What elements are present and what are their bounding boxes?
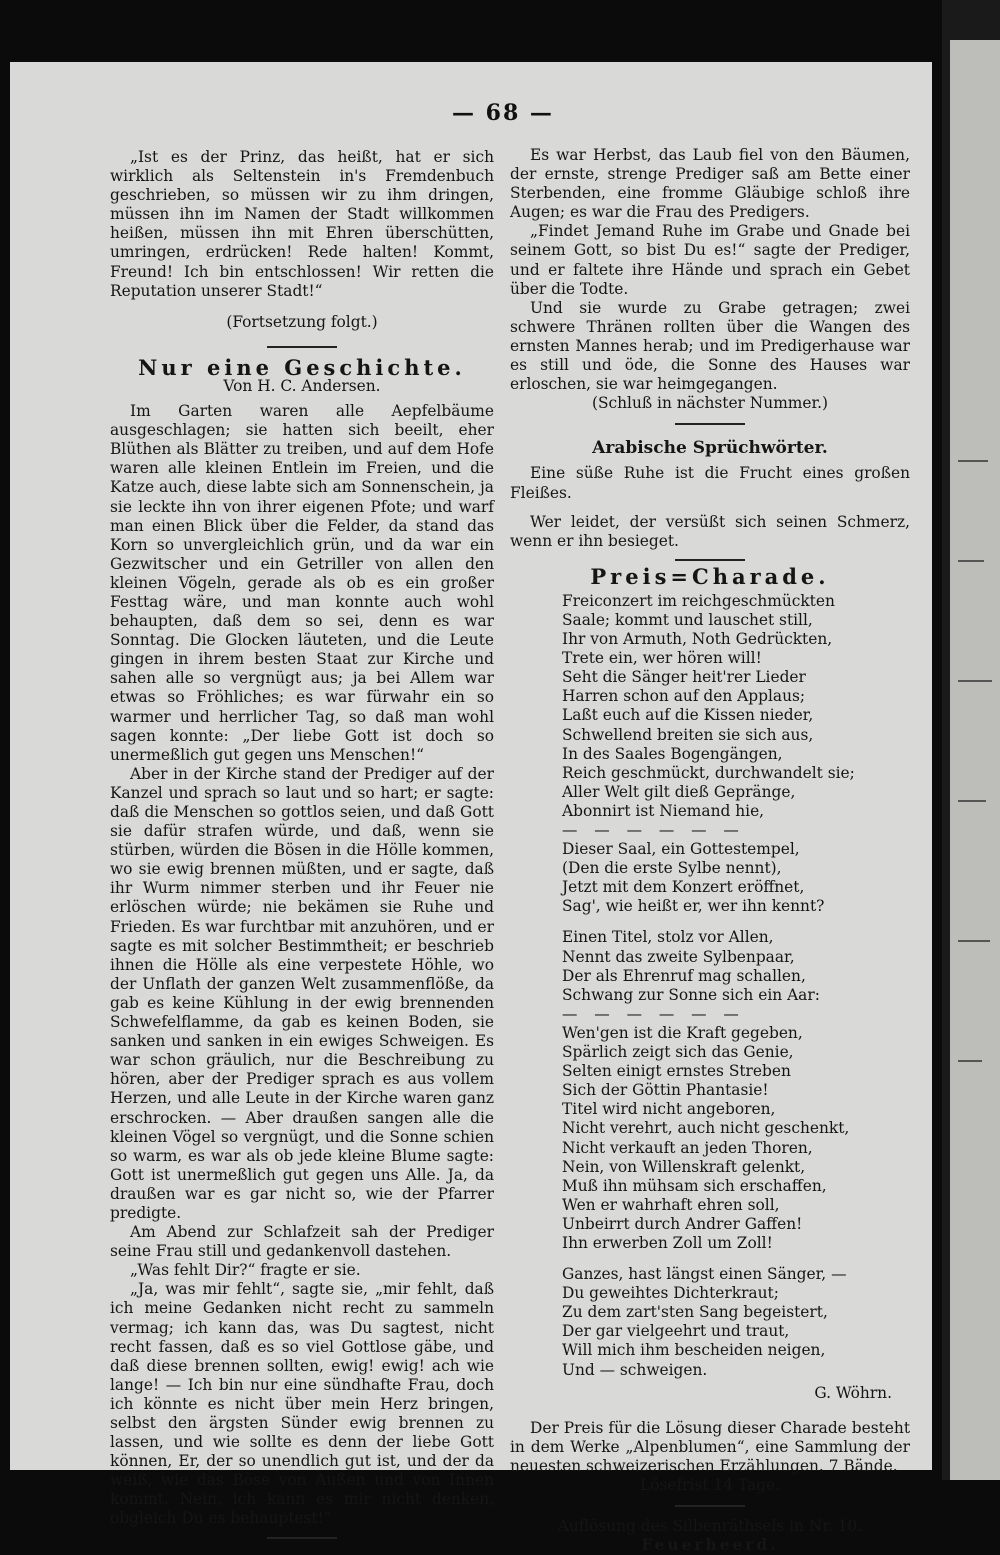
right-column [510, 146, 910, 1555]
verse-line: Du geweihtes Dichterkraut; [562, 1284, 779, 1303]
verse-line: Trete ein, wer hören will! [562, 649, 762, 668]
divider [675, 559, 745, 561]
verse-line: Der gar vielgeehrt und traut, [562, 1322, 790, 1341]
charade-stanza-2 [562, 840, 910, 916]
verse-line: Unbeirrt durch Andrer Gaffen! [562, 1214, 803, 1233]
scan-border-top [0, 0, 1000, 62]
paragraph: „Was fehlt Dir?“ fragte er sie. [130, 1261, 361, 1280]
charade-title: Preis=Charade. [590, 563, 830, 589]
proverb: Wer leidet, der versüßt sich seinen Schmerz, wenn er ihn besieget. [510, 512, 910, 550]
verse-line: Freiconzert im reichgeschmückten [562, 591, 835, 610]
solution-word: Feuerheerd. [641, 1536, 779, 1555]
verse-line: Abonnirt ist Niemand hie, [562, 801, 765, 820]
solution-note: Auflösung des Silbenräthsels in Nr. 10. [557, 1517, 863, 1536]
charade-stanza-3 [562, 928, 910, 1004]
verse-line: Titel wird nicht angeboren, [562, 1100, 776, 1119]
paragraph: Es war Herbst, das Laub fiel von den Bäumen, der ernste, strenge Prediger saß am Bette einer Sterbenden, eine fromme Gläubige schloß ihre Augen; es war die Frau des Predigers. [510, 146, 910, 222]
verse-line: Und — schweigen. [562, 1360, 708, 1379]
verse-line: Sich der Göttin Phantasie! [562, 1081, 769, 1100]
proverb: Eine süße Ruhe ist die Frucht eines großen Fleißes. [510, 464, 910, 502]
verse-line: Seht die Sänger heit'rer Lieder [562, 668, 806, 687]
verse-line: Der als Ehrenruf mag schallen, [562, 966, 806, 985]
verse-line: Selten einigt ernstes Streben [562, 1062, 791, 1081]
verse-line: Laßt euch auf die Kissen nieder, [562, 706, 814, 725]
charade-stanza-1 [562, 592, 910, 821]
verse-line: Schwellend breiten sie sich aus, [562, 725, 814, 744]
divider [675, 423, 745, 425]
verse-line: In des Saales Bogengängen, [562, 744, 783, 763]
verse-line: Nein, von Willenskraft gelenkt, [562, 1157, 806, 1176]
paragraph: Am Abend zur Schlafzeit sah der Prediger seine Frau still und gedankenvoll dastehen. [110, 1223, 494, 1261]
page-number: — 68 — [452, 100, 554, 126]
charade-stanza-5 [562, 1265, 910, 1380]
verse-line: Nennt das zweite Sylbenpaar, [562, 947, 795, 966]
verse-line: Spärlich zeigt sich das Genie, [562, 1043, 794, 1062]
paragraph: „Findet Jemand Ruhe im Grabe und Gnade bei seinem Gott, so bist Du es!“ sagte der Prediger, und er faltete ihre Hände und sprach ein Gebet über die Todte. [510, 222, 910, 298]
divider [267, 346, 337, 348]
verse-line: Harren schon auf den Applaus; [562, 687, 806, 706]
divider [675, 1505, 745, 1507]
adjacent-page-edge [950, 40, 1000, 1480]
dash-line: — — — — — — [562, 1004, 745, 1023]
charade-stanza-4 [562, 1024, 910, 1253]
story-continuation: „Ist es der Prinz, das heißt, hat er sich wirklich als Seltenstein in's Fremdenbuch geschrieben, so müssen wir zu ihm dringen, müssen ihn im Namen der Stadt willkommen heißen, müssen ihn mit Ehren überschütten, umringen, erdrücken! Rede halten! Kommt, Freund! Ich bin entschlossen! Wir retten die Reputation unserer Stadt!“ [110, 148, 494, 300]
verse-line: Dieser Saal, ein Gottestempel, [562, 840, 800, 859]
verse-line: Einen Titel, stolz vor Allen, [562, 928, 774, 947]
verse-line: Nicht verkauft an jeden Thoren, [562, 1138, 813, 1157]
verse-line: Muß ihn mühsam sich erschaffen, [562, 1176, 827, 1195]
verse-line: Wen'gen ist die Kraft gegeben, [562, 1023, 803, 1042]
verse-line: Jetzt mit dem Konzert eröffnet, [562, 878, 805, 897]
verse-line: Saale; kommt und lauschet still, [562, 610, 813, 629]
verse-line: (Den die erste Sylbe nennt), [562, 859, 782, 878]
proverbs-title: Arabische Sprüchwörter. [592, 438, 828, 459]
paragraph: „Ja, was mir fehlt“, sagte sie, „mir fehlt, daß ich meine Gedanken nicht recht zu sammeln vermag; ich kann das, was Du sagtest, nicht recht fassen, daß es so viel Gottlose gäbe, und daß diese brennen sollten, ewig! ewig! ach wie lange! — Ich bin nur eine sündhafte Frau, doch ich könnte es nicht über mein Herz bringen, selbst den ärgsten Sünder ewig brennen zu lassen, und wie sollte es denn der liebe Gott können, Er, der so unendlich gut ist, und der da weiß, wie das Böse von Außen und von Innen kommt. Nein, ich kann es mir nicht denken, obgleich Du es behauptest!“ [110, 1280, 494, 1528]
verse-line: Ihn erwerben Zoll um Zoll! [562, 1233, 773, 1252]
prize-note: Der Preis für die Lösung dieser Charade besteht in dem Werke „Alpenblumen“, eine Sammlung der neuesten schweizerischen Erzählungen. 7 Bände. [510, 1418, 910, 1475]
verse-line: Schwang zur Sonne sich ein Aar: [562, 985, 820, 1004]
verse-line: Sag', wie heißt er, wer ihn kennt? [562, 897, 825, 916]
to-be-continued: (Fortsetzung folgt.) [226, 312, 378, 331]
charade-signature: G. Wöhrn. [814, 1383, 892, 1402]
dash-line: — — — — — — [562, 821, 745, 839]
deadline-note: Lösefrist 14 Tage. [639, 1476, 781, 1494]
verse-line: Wen er wahrhaft ehren soll, [562, 1195, 780, 1214]
left-column [110, 148, 494, 1549]
paragraph: Und sie wurde zu Grabe getragen; zwei schwere Thränen rollten über die Wangen des ernsten Mannes herab; und im Predigerhause war es still und öde, die Sonne des Hauses war erloschen, sie war heimgegangen. [510, 298, 910, 394]
verse-line: Nicht verehrt, auch nicht geschenkt, [562, 1119, 850, 1138]
story-author: Von H. C. Andersen. [223, 376, 381, 395]
divider [267, 1537, 337, 1539]
verse-line: Zu dem zart'sten Sang begeistert, [562, 1303, 828, 1322]
paragraph: Im Garten waren alle Aepfelbäume ausgeschlagen; sie hatten sich beeilt, eher Blüthen als Blätter zu treiben, und auf dem Hofe waren alle kleinen Entlein im Freien, und die Katze auch, diese labte sich am Sonnenschein, ja sie leckte ihn von ihrer eigenen Pfote; und warf man einen Blick über die Felder, da stand das Korn so unvergleichlich grün, und da war ein Gezwitscher und ein Getriller von allen den kleinen Vögeln, gerade als ob es ein großer Festtag wäre, und man konnte auch wohl behaupten, daß dem so sei, denn es war Sonntag. Die Glocken läuteten, und die Leute gingen in ihrem besten Staat zur Kirche und sahen alle so vergnügt aus; ja bei Allem war etwas so Fröhliches; es war fürwahr ein so warmer und herrlicher Tag, so daß man wohl sagen konnte: „Der liebe Gott ist doch so unermeßlich gut gegen uns Menschen!“ [110, 402, 494, 764]
verse-line: Aller Welt gilt dieß Gepränge, [562, 782, 796, 801]
verse-line: Ihr von Armuth, Noth Gedrückten, [562, 630, 833, 649]
verse-line: Reich geschmückt, durchwandelt sie; [562, 763, 855, 782]
verse-line: Ganzes, hast längst einen Sänger, — [562, 1265, 847, 1284]
verse-line: Will mich ihm bescheiden neigen, [562, 1341, 826, 1360]
story-title: Nur eine Geschichte. [138, 354, 466, 380]
continued-note: (Schluß in nächster Nummer.) [591, 394, 829, 413]
paragraph: Aber in der Kirche stand der Prediger auf der Kanzel und sprach so laut und so hart; er sagte: daß die Menschen so gottlos seien, und daß Gott sie dafür strafen würde, und daß, wenn sie stürben, würden die Bösen in die Hölle kommen, wo sie ewig brennen müßten, und er sagte, daß ihr Wurm nimmer sterben und ihr Feuer nie erlöschen würde; nie bekämen sie Ruhe und Frieden. Es war furchtbar mit anzuhören, und er sagte es mit solcher Bestimmtheit; er beschrieb ihnen die Hölle als eine verpestete Höhle, wo der Unflath der ganzen Welt zusammenflöße, da gab es keine Kühlung in der ewig brennenden Schwefelflamme, da gab es keinen Boden, sie sanken und sanken in ein ewiges Schweigen. Es war schon gräulich, nur die Beschreibung zu hören, aber der Prediger sprach es aus vollem Herzen, und alle Leute in der Kirche waren ganz erschrocken. — Aber draußen sangen alle die kleinen Vögel so vergnügt, und die Sonne schien so warm, es war als ob jede kleine Blume sagte: Gott ist unermeßlich gut gegen uns Alle. Ja, da draußen war es gar nicht so, wie der Pfarrer predigte. [110, 764, 494, 1222]
